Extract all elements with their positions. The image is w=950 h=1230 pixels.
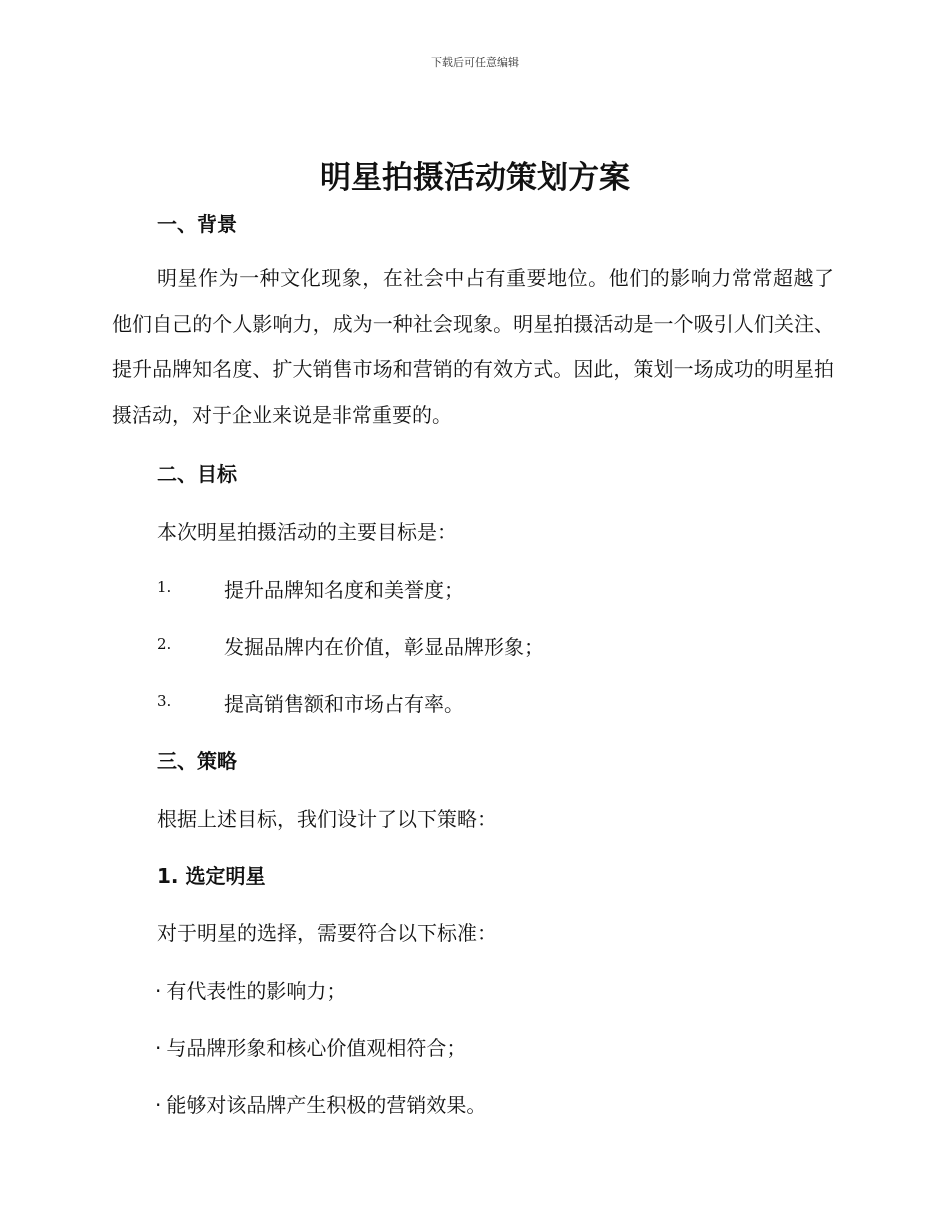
section-heading-strategy: 三、策略 [157, 749, 237, 773]
subsection-heading-select-star: 1. 选定明星 [157, 864, 266, 888]
criteria-bullet-item [155, 1032, 466, 1061]
bullet-dot: · [155, 979, 162, 1003]
background-paragraph: 明星作为一种文化现象，在社会中占有重要地位。他们的影响力常常超越了他们自己的个人影响力，成为一种社会现象。明星拍摄活动是一个吸引人们关注、提升品牌知名度、扩大销售市场和营销的有效方式。因此，策划一场成功的明星拍摄活动，对于企业来说是非常重要的。 [112, 266, 834, 427]
header-note: 下载后可任意编辑 [431, 56, 519, 69]
goal-item-text: 提高销售额和市场占有率。 [224, 692, 464, 716]
criteria-bullet-item [155, 975, 346, 1004]
section-heading-background: 一、背景 [157, 212, 237, 236]
bullet-dot: · [155, 1036, 162, 1060]
criteria-text: 与品牌形象和核心价值观相符合； [166, 1036, 467, 1060]
bullet-dot: · [155, 1093, 162, 1117]
goal-item-number: 2. [157, 635, 172, 653]
criteria-text: 有代表性的影响力； [166, 979, 347, 1003]
criteria-text: 能够对该品牌产生积极的营销效果。 [166, 1093, 487, 1117]
criteria-bullet-item [155, 1089, 486, 1118]
goals-intro: 本次明星拍摄活动的主要目标是： [157, 520, 457, 544]
goal-item-text: 提升品牌知名度和美誉度； [224, 578, 464, 602]
document-title: 明星拍摄活动策划方案 [320, 160, 630, 196]
section-heading-goals: 二、目标 [157, 462, 237, 486]
star-criteria-intro: 对于明星的选择，需要符合以下标准： [157, 921, 497, 945]
strategy-intro: 根据上述目标，我们设计了以下策略： [157, 807, 497, 831]
goal-item-number: 1. [157, 578, 172, 596]
goal-item-text: 发掘品牌内在价值，彰显品牌形象； [224, 635, 544, 659]
goal-item-number: 3. [157, 692, 172, 710]
